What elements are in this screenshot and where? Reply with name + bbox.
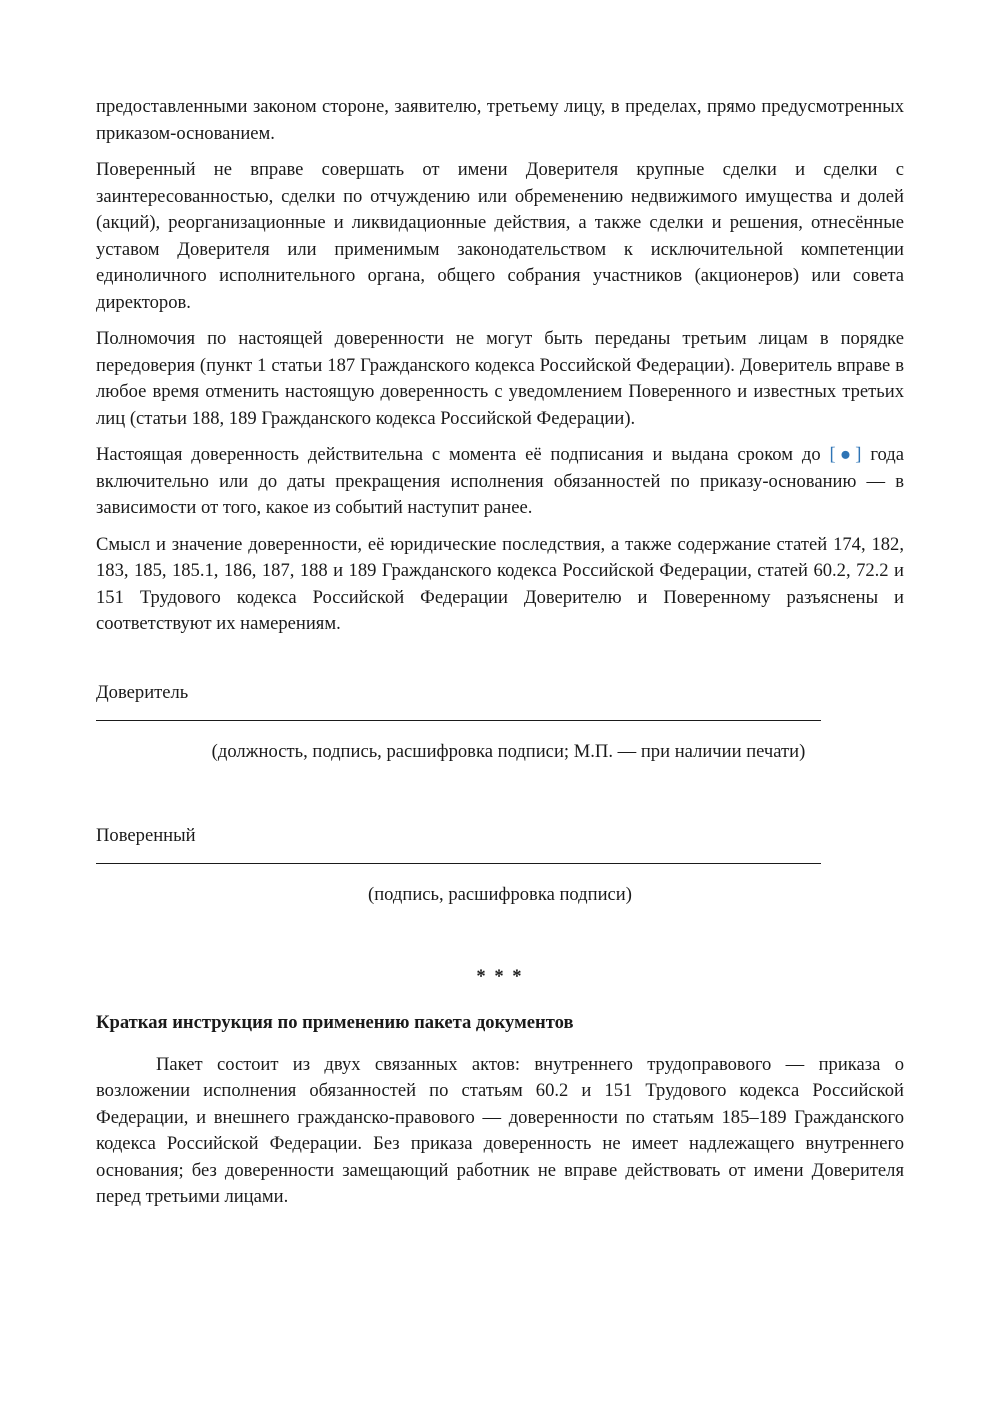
attorney-signature-block bbox=[96, 823, 904, 908]
term-placeholder: [●] bbox=[829, 444, 862, 465]
paragraph-explanation: Смысл и значение доверенности, её юридические последствия, а также содержание статей 174, 182, 183, 185, 185.1, 186, 187, 188 и 189 Гражданского кодекса Российской Федерации, статей 60.2, 72.2 и 151 Трудового кодекса Российской Федерации Доверителю и Поверенному разъяснены и соответствуют их намерениям. bbox=[96, 533, 904, 634]
validity-text-end: года включительно или до даты прекращения исполнения обязанностей по приказу-основанию — в зависимости от того, какое из событий наступит ранее. bbox=[96, 444, 904, 518]
principal-signature-block bbox=[96, 680, 904, 765]
paragraph-restrictions: Поверенный не вправе совершать от имени Доверителя крупные сделки и сделки с заинтересованностью, сделки по отчуждению или обременению недвижимого имущества и долей (акций), реорганизационные и ликвидационные действия, а также сделки и решения, отнесённые уставом Доверителя или применимым законодательством к исключительной компетенции единоличного исполнительного органа, общего собрания участников (акционеров) или совета директоров. bbox=[96, 159, 904, 313]
principal-label: Доверитель bbox=[96, 681, 189, 703]
attorney-label: Поверенный bbox=[96, 824, 196, 846]
paragraph-validity-term bbox=[96, 442, 904, 522]
paragraph-no-substitution: Полномочия по настоящей доверенности не могут быть переданы третьим лицам в порядке передоверия (пункт 1 статьи 187 Гражданского кодекса Российской Федерации). Доверитель вправе в любое время отменить настоящую доверенность с уведомлением Поверенного и известных третьих лиц (статьи 188, 189 Гражданского кодекса Российской Федерации). bbox=[96, 328, 904, 429]
principal-signature-caption: (должность, подпись, расшифровка подписи; М.П. — при наличии печати) bbox=[211, 740, 806, 762]
instruction-paragraph: Пакет состоит из двух связанных актов: внутреннего трудоправового — приказа о возложении исполнения обязанностей по статьям 60.2 и 151 Трудового кодекса Российской Федерации, и внешнего гражданско-правового — доверенности по статьям 185–189 Гражданского кодекса Российской Федерации. Без приказа доверенность не имеет надлежащего внутреннего основания; без доверенности замещающий работник не вправе действовать от имени Доверителя перед третьими лицами. bbox=[96, 1053, 904, 1207]
instruction-title: Краткая инструкция по применению пакета документов bbox=[96, 1011, 574, 1033]
attorney-signature-caption: (подпись, расшифровка подписи) bbox=[368, 883, 632, 905]
paragraph-powers-limits: предоставленными законом стороне, заявителю, третьему лицу, в пределах, прямо предусмотренных приказом-основанием. bbox=[96, 96, 904, 144]
principal-signature-line bbox=[96, 708, 821, 721]
attorney-signature-line bbox=[96, 851, 821, 864]
section-separator: * * * bbox=[476, 965, 524, 987]
validity-text-start: Настоящая доверенность действительна с момента её подписания и выдана сроком до bbox=[96, 444, 830, 465]
